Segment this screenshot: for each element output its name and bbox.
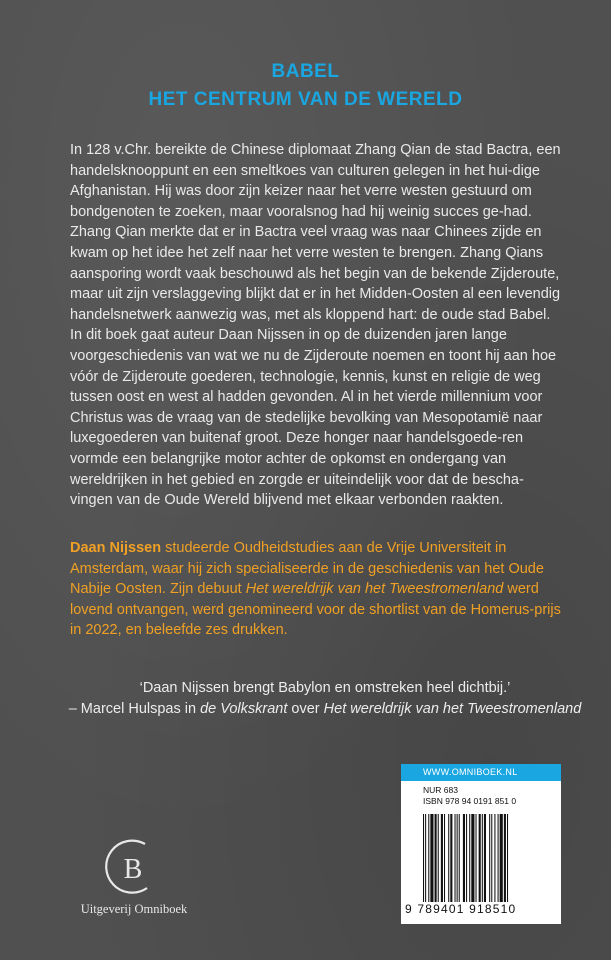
svg-text:B: B (123, 854, 143, 885)
title-line-1: BABEL (271, 61, 340, 82)
author-bio (70, 538, 564, 641)
author-name: Daan Nijssen (70, 540, 162, 556)
ean-digits: 9 789401 918510 (405, 902, 517, 916)
attribution-book: Het wereldrijk van het Tweestromenland (323, 700, 582, 717)
isbn-code: ISBN 978 94 0191 851 0 (423, 796, 517, 806)
title-line-2: HET CENTRUM VAN DE WERELD (148, 89, 463, 110)
nur-code: NUR 683 (423, 785, 458, 795)
attribution-over: over (287, 700, 324, 717)
blurb (70, 140, 564, 511)
quote-text: ‘Daan Nijssen brengt Babylon en omstreken heel dichtbij.’ (139, 680, 511, 696)
book-title (0, 58, 611, 114)
attribution-prefix: – Marcel Hulspas in (68, 700, 201, 717)
bio-text-1: studeerde Oudheidstudies aan de Vrije Universiteit in Amsterdam, waar hij zich specialiseerde in de geschiedenis van het Oude Nabije Oosten. Zijn debuut (70, 540, 544, 598)
quote-attribution (60, 699, 590, 720)
blurb-paragraph-2: In dit boek gaat auteur Daan Nijssen in op de duizenden jaren lange voorgeschiedenis van wat we nu de Zijderoute noemen en toont hij aan hoe vóór de Zijderoute goederen, technologie, kennis, kunst en religie de weg tussen oost en west al hadden gevonden. Al in het vierde millennium voor Christus was de vraag van de stedelijke bevolking van Mesopotamië naar luxegoederen van buitenaf groot. Deze honger naar handelsgoede-ren vormde een belangrijke motor achter de opkomst en ondergang van wereldrijken in het gebied en zorgde er uiteindelijk voor dat de bescha-vingen van de Oude Wereld blijvend met elkaar verbonden raakten. (70, 327, 557, 509)
barcode-label (401, 764, 561, 924)
debut-book-title: Het wereldrijk van het Tweestromenland (245, 581, 504, 598)
bio-text-2: werd lovend ontvangen, werd genomineerd voor de shortlist van de Homerus-prijs in 2022, en beleefde zes drukken. (70, 581, 561, 639)
publisher-name: Uitgeverij Omniboek (80, 902, 188, 916)
publisher-url: WWW.OMNIBOEK.NL (401, 764, 561, 781)
publisher-logo-icon (97, 836, 167, 898)
barcode-icon (423, 814, 549, 902)
attribution-source: de Volkskrant (200, 700, 288, 717)
blurb-paragraph-1: In 128 v.Chr. bereikte de Chinese diplomaat Zhang Qian de stad Bactra, een handelsknooppunt en een smeltkoes van culturen gelegen in het hui-dige Afghanistan. Hij was door zijn keizer naar het verre westen gestuurd om bondgenoten te zoeken, maar vooralsnog had hij weinig succes ge-had. Zhang Qian merkte dat er in Bactra veel vraag was naar Chinees zijde en kwam op het idee het zelf naar het verre westen te brengen. Zhang Qians aansporing wordt vaak beschouwd als het begin van de bekende Zijderoute, maar uit zijn verslaggeving blijkt dat er in het Midden-Oosten al een levendig handelsnetwerk aanwezig was, met als kloppend hart: de oude stad Babel. (70, 142, 561, 323)
review-quote (60, 678, 590, 719)
